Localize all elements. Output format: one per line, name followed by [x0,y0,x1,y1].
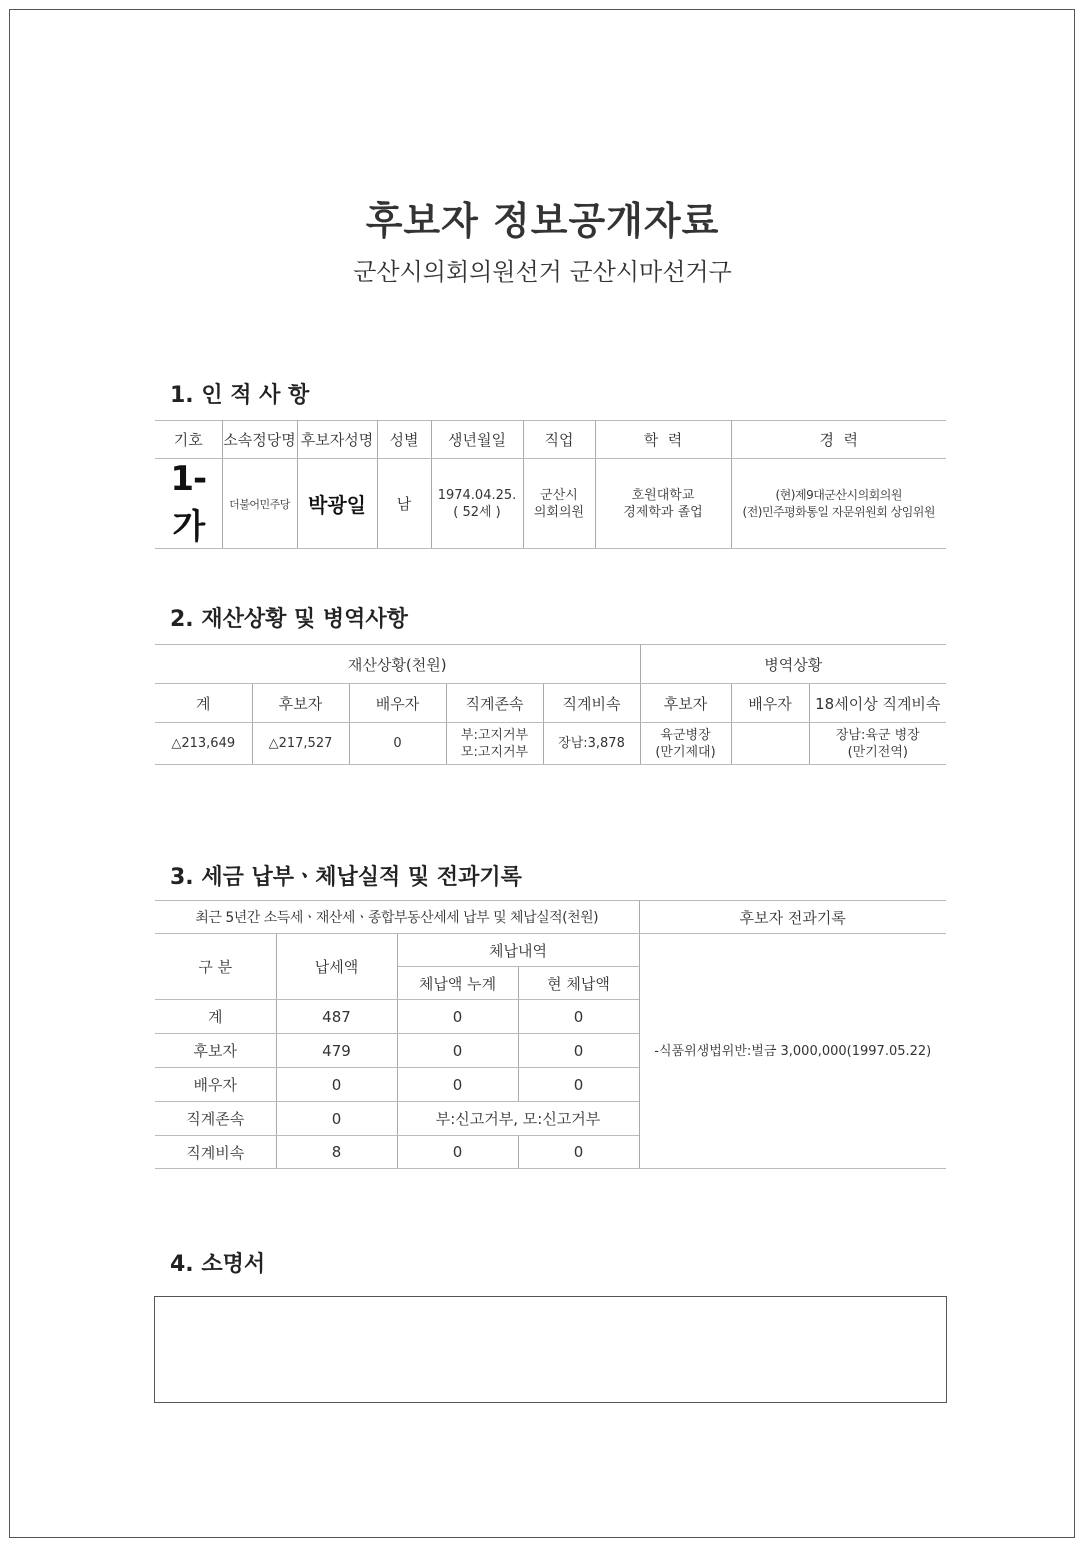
education-line2: 경제학과 졸업 [623,504,703,520]
military-child [809,723,946,765]
document-subtitle: 군산시의회의원선거 군산시마선거구 [353,258,732,286]
col-education: 학 력 [595,421,731,459]
property-candidate: △217,527 [252,723,349,765]
military-group-header: 병역상황 [640,645,946,684]
section-tax-title: 3. 세금 납부ㆍ체납실적 및 전과기록 [170,865,522,890]
col-gender: 성별 [377,421,431,459]
tax-row-cumulative: 0 [397,1136,518,1169]
col-prop-descendant: 직계비속 [543,684,640,723]
tax-criminal-table [155,900,946,1169]
col-career: 경 력 [731,421,946,459]
tax-row-label: 직계존속 [155,1102,276,1136]
property-total: △213,649 [155,723,252,765]
col-mil-candidate: 후보자 [640,684,731,723]
mil-child-rank: 장남:육군 병장 [835,727,920,743]
criminal-record: -식품위생법위반:벌금 3,000,000(1997.05.22) [639,934,946,1169]
document-title: 후보자 정보공개자료 [365,199,720,243]
candidate-name: 박광일 [297,459,377,549]
personal-info-table [155,420,946,549]
personal-data-row [155,459,946,549]
candidate-education [595,459,731,549]
section-personal-title: 1. 인 적 사 항 [170,383,310,408]
col-birth: 생년월일 [431,421,523,459]
col-category: 구 분 [155,934,276,1000]
birth-age: ( 52세 ) [453,504,501,520]
property-descendant: 장남:3,878 [543,723,640,765]
tax-row-cumulative: 0 [397,1068,518,1102]
property-header-row [155,684,946,723]
military-candidate [640,723,731,765]
section-statement-title: 4. 소명서 [170,1252,266,1277]
candidate-party: 더불어민주당 [222,459,297,549]
tax-header: 최근 5년간 소득세ㆍ재산세ㆍ종합부동산세세 납부 및 체납실적(천원) [155,901,639,934]
career-line1: (현)제9대군산시의회의원 [775,487,902,502]
tax-row-merged-arrears: 부:신고거부, 모:신고거부 [397,1102,639,1136]
tax-row-label: 계 [155,1000,276,1034]
col-paid: 납세액 [276,934,397,1000]
col-total: 계 [155,684,252,723]
birth-date: 1974.04.25. [437,487,517,503]
col-arrears: 체납내역 [397,934,639,967]
tax-row-paid: 0 [276,1068,397,1102]
property-military-table [155,644,946,765]
career-line2: (전)민주평화통일 자문위원회 상임위원 [742,504,935,519]
tax-row-label: 배우자 [155,1068,276,1102]
candidate-job [523,459,595,549]
property-data-row [155,723,946,765]
mil-candidate-rank: 육군병장 [660,727,711,743]
property-group-row [155,645,946,684]
tax-row-current: 0 [518,1034,639,1068]
mil-candidate-status: (만기제대) [655,744,716,760]
col-prop-candidate: 후보자 [252,684,349,723]
job-line2: 의회의원 [533,504,585,520]
col-job: 직업 [523,421,595,459]
tax-row-current: 0 [518,1136,639,1169]
military-spouse [731,723,809,765]
tax-row-cumulative: 0 [397,1034,518,1068]
tax-row-cumulative: 0 [397,1000,518,1034]
tax-row-current: 0 [518,1068,639,1102]
tax-header-row-1 [155,934,946,967]
col-name: 후보자성명 [297,421,377,459]
tax-row-paid: 487 [276,1000,397,1034]
education-line1: 호원대학교 [631,487,695,503]
candidate-symbol: 1-가 [155,459,222,549]
col-arrears-cumulative: 체납액 누계 [397,967,518,1000]
col-party: 소속정당명 [222,421,297,459]
tax-row-paid: 0 [276,1102,397,1136]
section-property-title: 2. 재산상황 및 병역사항 [170,607,408,632]
col-prop-ascendant: 직계존속 [446,684,543,723]
property-group-header: 재산상황(천원) [155,645,640,684]
ascendant-mother: 모:고지거부 [460,744,529,760]
ascendant-father: 부:고지거부 [460,727,529,743]
tax-top-header-row [155,901,946,934]
col-prop-spouse: 배우자 [349,684,446,723]
job-line1: 군산시 [540,487,578,503]
property-spouse: 0 [349,723,446,765]
tax-row-label: 직계비속 [155,1136,276,1169]
col-arrears-current: 현 체납액 [518,967,639,1000]
tax-row-paid: 479 [276,1034,397,1068]
candidate-gender: 남 [377,459,431,549]
criminal-header: 후보자 전과기록 [639,901,946,934]
property-ascendant [446,723,543,765]
mil-child-status: (만기전역) [847,744,908,760]
tax-row-label: 후보자 [155,1034,276,1068]
candidate-career [731,459,946,549]
col-mil-child: 18세이상 직계비속 [809,684,946,723]
statement-box [154,1296,947,1403]
candidate-birth [431,459,523,549]
personal-header-row [155,421,946,459]
col-symbol: 기호 [155,421,222,459]
tax-row-current: 0 [518,1000,639,1034]
col-mil-spouse: 배우자 [731,684,809,723]
tax-row-paid: 8 [276,1136,397,1169]
